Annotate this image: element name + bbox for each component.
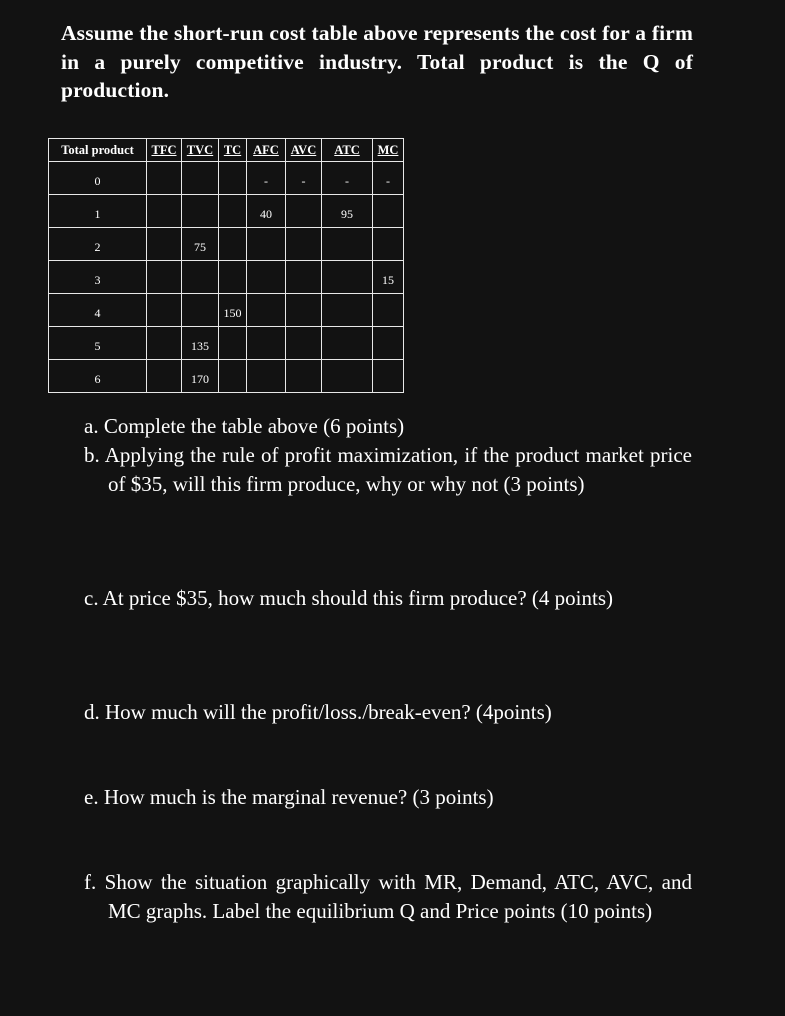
cell-afc: - (247, 162, 286, 195)
cell-tc (219, 261, 247, 294)
cell-afc (247, 294, 286, 327)
table-row (49, 195, 404, 228)
cell-tfc (147, 195, 182, 228)
table-row (49, 228, 404, 261)
cell-avc (286, 360, 322, 393)
cell-mc: - (373, 162, 404, 195)
question-d: d. How much will the profit/loss./break-even? (4points) (84, 700, 552, 724)
cell-quantity: 0 (49, 162, 147, 195)
cell-tc (219, 228, 247, 261)
cell-tc: 150 (219, 294, 247, 327)
cell-quantity: 3 (49, 261, 147, 294)
problem-intro: Assume the short-run cost table above represents the cost for a firm in a purely competitive industry. Total product is the Q of production. (61, 21, 693, 102)
cell-avc (286, 228, 322, 261)
cell-tc (219, 195, 247, 228)
cell-quantity: 6 (49, 360, 147, 393)
cell-mc (373, 195, 404, 228)
cell-quantity: 2 (49, 228, 147, 261)
question-b: b. Applying the rule of profit maximization, if the product market price of $35, will this firm produce, why or why not (3 points) (84, 443, 692, 496)
cell-tvc: 170 (182, 360, 219, 393)
cell-tvc (182, 294, 219, 327)
cell-mc (373, 360, 404, 393)
cell-atc: - (322, 162, 373, 195)
cell-afc (247, 228, 286, 261)
question-c: c. At price $35, how much should this firm produce? (4 points) (84, 586, 613, 610)
cell-tvc (182, 261, 219, 294)
cell-afc (247, 261, 286, 294)
cell-quantity: 5 (49, 327, 147, 360)
cell-mc (373, 327, 404, 360)
cell-mc (373, 294, 404, 327)
question-a: a. Complete the table above (6 points) (84, 414, 405, 438)
table-row (49, 162, 404, 195)
cell-atc (322, 261, 373, 294)
cell-afc (247, 327, 286, 360)
table-row (49, 294, 404, 327)
cell-tc (219, 360, 247, 393)
cell-tfc (147, 162, 182, 195)
cell-tvc (182, 195, 219, 228)
cell-tfc (147, 228, 182, 261)
header-mc: MC (373, 139, 404, 162)
cell-atc (322, 327, 373, 360)
cell-avc (286, 195, 322, 228)
header-total-product: Total product (49, 139, 147, 162)
table-row (49, 327, 404, 360)
cell-atc (322, 360, 373, 393)
cell-quantity: 4 (49, 294, 147, 327)
header-atc: ATC (322, 139, 373, 162)
cell-tvc: 75 (182, 228, 219, 261)
cell-mc (373, 228, 404, 261)
cell-atc (322, 294, 373, 327)
table-header-row (49, 139, 404, 162)
cell-tc (219, 162, 247, 195)
cell-quantity: 1 (49, 195, 147, 228)
header-tfc: TFC (147, 139, 182, 162)
header-avc: AVC (286, 139, 322, 162)
cell-afc (247, 360, 286, 393)
table-row (49, 261, 404, 294)
cell-tvc (182, 162, 219, 195)
header-tvc: TVC (182, 139, 219, 162)
question-f: f. Show the situation graphically with MR, Demand, ATC, AVC, and MC graphs. Label the equilibrium Q and Price points (10 points) (84, 870, 692, 923)
cell-avc (286, 294, 322, 327)
question-e: e. How much is the marginal revenue? (3 points) (84, 785, 494, 809)
cost-table (48, 138, 404, 393)
header-tc: TC (219, 139, 247, 162)
cell-atc (322, 228, 373, 261)
table-row (49, 360, 404, 393)
cell-tfc (147, 294, 182, 327)
cell-mc: 15 (373, 261, 404, 294)
cell-avc: - (286, 162, 322, 195)
cell-tvc: 135 (182, 327, 219, 360)
header-afc: AFC (247, 139, 286, 162)
cell-tfc (147, 261, 182, 294)
cell-atc: 95 (322, 195, 373, 228)
cell-avc (286, 327, 322, 360)
cell-avc (286, 261, 322, 294)
cell-afc: 40 (247, 195, 286, 228)
cell-tfc (147, 360, 182, 393)
cell-tc (219, 327, 247, 360)
cell-tfc (147, 327, 182, 360)
